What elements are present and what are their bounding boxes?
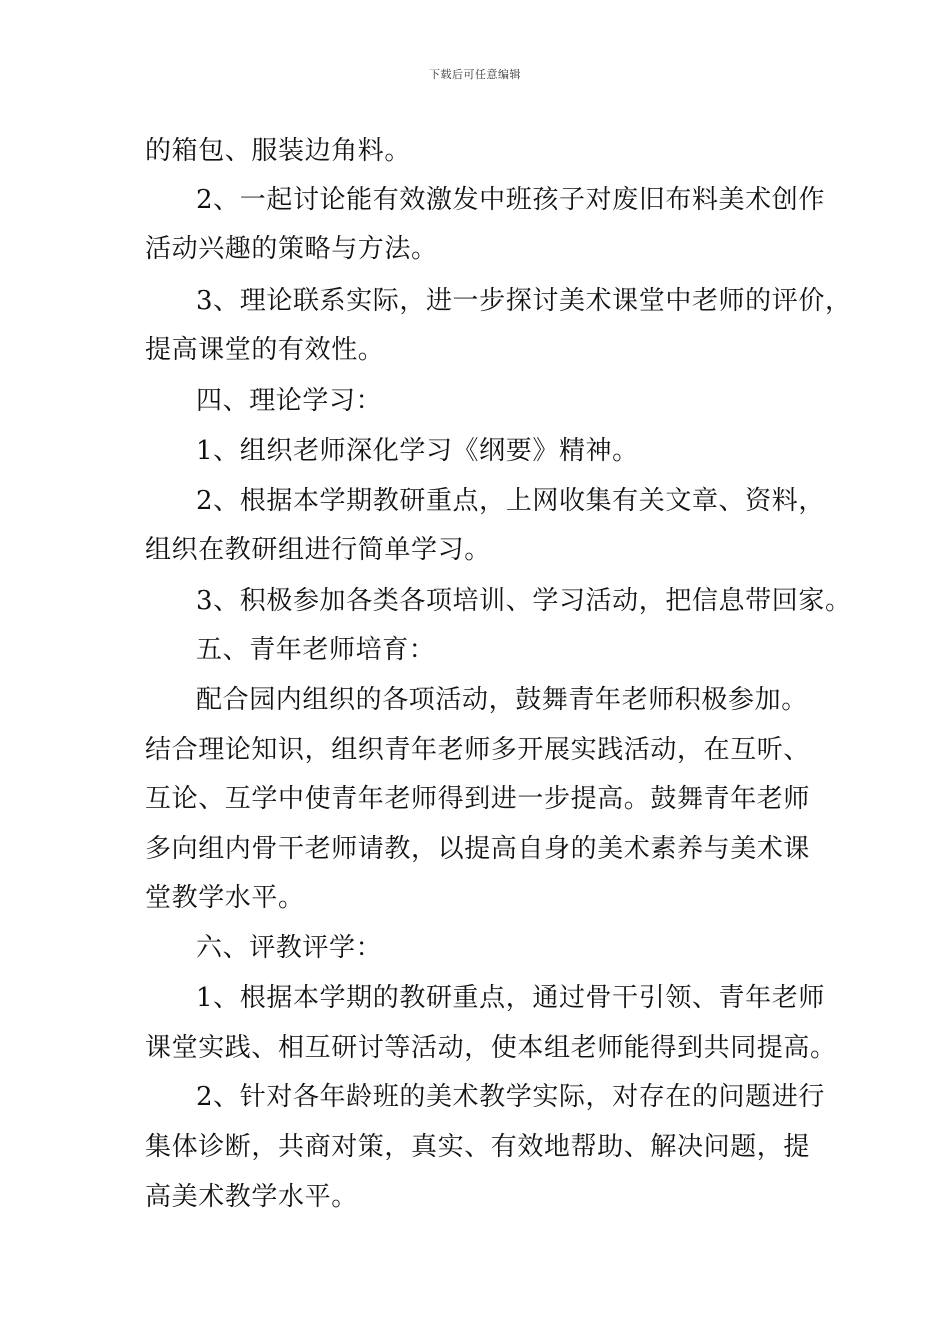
body-line: 六、评教评学： bbox=[196, 933, 383, 963]
body-line: 3、积极参加各类各项培训、学习活动，把信息带回家。 bbox=[196, 586, 852, 616]
body-line: 结合理论知识，组织青年老师多开展实践活动，在互听、 bbox=[145, 735, 811, 765]
body-line: 2、一起讨论能有效激发中班孩子对废旧布料美术创作 bbox=[196, 185, 825, 215]
body-line: 四、理论学习： bbox=[196, 386, 383, 416]
page-header: 下载后可任意编辑 bbox=[429, 68, 521, 81]
body-line: 互论、互学中使青年老师得到进一步提高。鼓舞青年老师 bbox=[145, 784, 811, 814]
body-line: 2、针对各年龄班的美术教学实际，对存在的问题进行 bbox=[196, 1082, 825, 1112]
body-line: 配合园内组织的各项活动，鼓舞青年老师积极参加。 bbox=[196, 685, 808, 715]
body-line: 课堂实践、相互研讨等活动，使本组老师能得到共同提高。 bbox=[145, 1033, 837, 1063]
body-line: 多向组内骨干老师请教，以提高自身的美术素养与美术课 bbox=[145, 834, 811, 864]
body-line: 1、组织老师深化学习《纲要》精神。 bbox=[196, 436, 639, 466]
body-line: 活动兴趣的策略与方法。 bbox=[145, 234, 438, 264]
body-line: 五、青年老师培育： bbox=[196, 635, 436, 665]
body-line: 的箱包、服装边角料。 bbox=[145, 136, 412, 166]
body-line: 3、理论联系实际，进一步探讨美术课堂中老师的评价， bbox=[196, 286, 852, 316]
body-line: 1、根据本学期的教研重点，通过骨干引领、青年老师 bbox=[196, 983, 825, 1013]
body-line: 高美术教学水平。 bbox=[145, 1182, 358, 1212]
body-line: 提高课堂的有效性。 bbox=[145, 335, 385, 365]
body-line: 堂教学水平。 bbox=[145, 883, 305, 913]
body-line: 2、根据本学期教研重点，上网收集有关文章、资料， bbox=[196, 486, 825, 516]
body-line: 组织在教研组进行简单学习。 bbox=[145, 535, 491, 565]
body-line: 集体诊断，共商对策，真实、有效地帮助、解决问题，提 bbox=[145, 1132, 811, 1162]
